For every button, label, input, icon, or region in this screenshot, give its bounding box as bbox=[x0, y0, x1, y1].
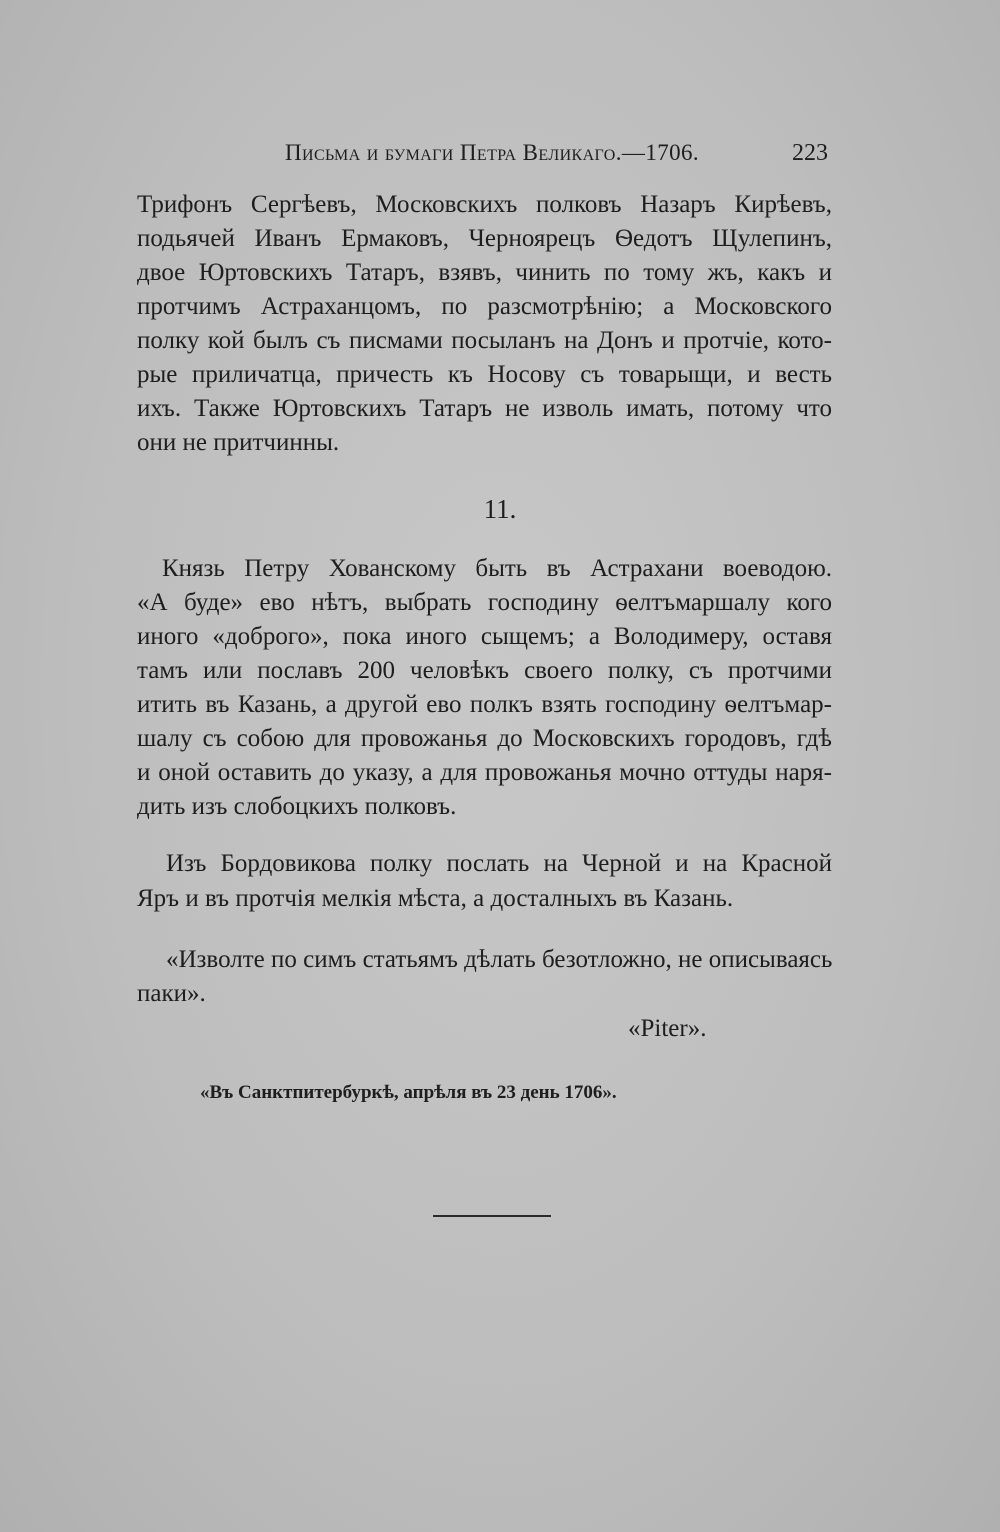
text-line: Князь Петру Хованскому быть въ Астрахани воеводою. bbox=[162, 555, 832, 582]
text-line: «Изволте по симъ статьямъ дѣлать безотложно, не описываясь bbox=[166, 946, 833, 973]
text-line: итить въ Казань, а другой ево полкъ взять господину ѳелтъмар- bbox=[137, 691, 832, 718]
text-line: Яръ и въ протчія мелкія мѣста, а досталныхъ въ Казань. bbox=[137, 885, 734, 912]
text-line: полку кой былъ съ писмами посыланъ на Донъ и протчіе, кото- bbox=[137, 327, 832, 354]
text-line: дить изъ слобоцкихъ полковъ. bbox=[137, 793, 457, 820]
section-number: 11. bbox=[483, 494, 517, 524]
end-rule bbox=[433, 1215, 551, 1217]
text-line: Изъ Бордовикова полку послать на Черной и на Красной bbox=[166, 850, 832, 877]
text-line: и оной оставить до указу, а для провожанья мочно оттуды наря- bbox=[137, 759, 832, 786]
text-line: протчимъ Астраханцомъ, по разсмотрѣнію; а Московского bbox=[137, 293, 832, 320]
text-line: они не притчинны. bbox=[137, 429, 340, 456]
text-line: шалу съ собою для провожанья до Московскихъ городовъ, гдѣ bbox=[137, 725, 832, 752]
text-line: иного «доброго», пока иного сыщемъ; а Володимеру, оставя bbox=[137, 623, 832, 650]
dateline: «Въ Санктпитербуркѣ, апрѣля въ 23 день 1706». bbox=[200, 1082, 617, 1103]
signature: «Piter». bbox=[628, 1015, 707, 1042]
text-line: тамъ или пославъ 200 человѣкъ своего полку, съ протчими bbox=[137, 657, 832, 684]
text-line: «А буде» ево нѣтъ, выбрать господину ѳелтъмаршалу кого bbox=[137, 589, 832, 616]
text-line: двое Юртовскихъ Татаръ, взявъ, чинить по тому жъ, какъ и bbox=[137, 259, 832, 286]
running-title: Письма и бумаги Петра Великаго.—1706. bbox=[285, 140, 700, 165]
text-line: ихъ. Также Юртовскихъ Татаръ не изволь имать, потому что bbox=[137, 395, 832, 422]
text-line: паки». bbox=[137, 980, 206, 1007]
page-number: 223 bbox=[792, 140, 828, 166]
text-line: рые приличатца, причесть къ Носову съ товарыщи, и весть bbox=[137, 361, 832, 388]
text-line: подьячей Иванъ Ермаковъ, Черноярецъ Ѳедотъ Щулепинъ, bbox=[137, 225, 832, 252]
text-line: Трифонъ Сергѣевъ, Московскихъ полковъ Назаръ Кирѣевъ, bbox=[137, 191, 832, 218]
